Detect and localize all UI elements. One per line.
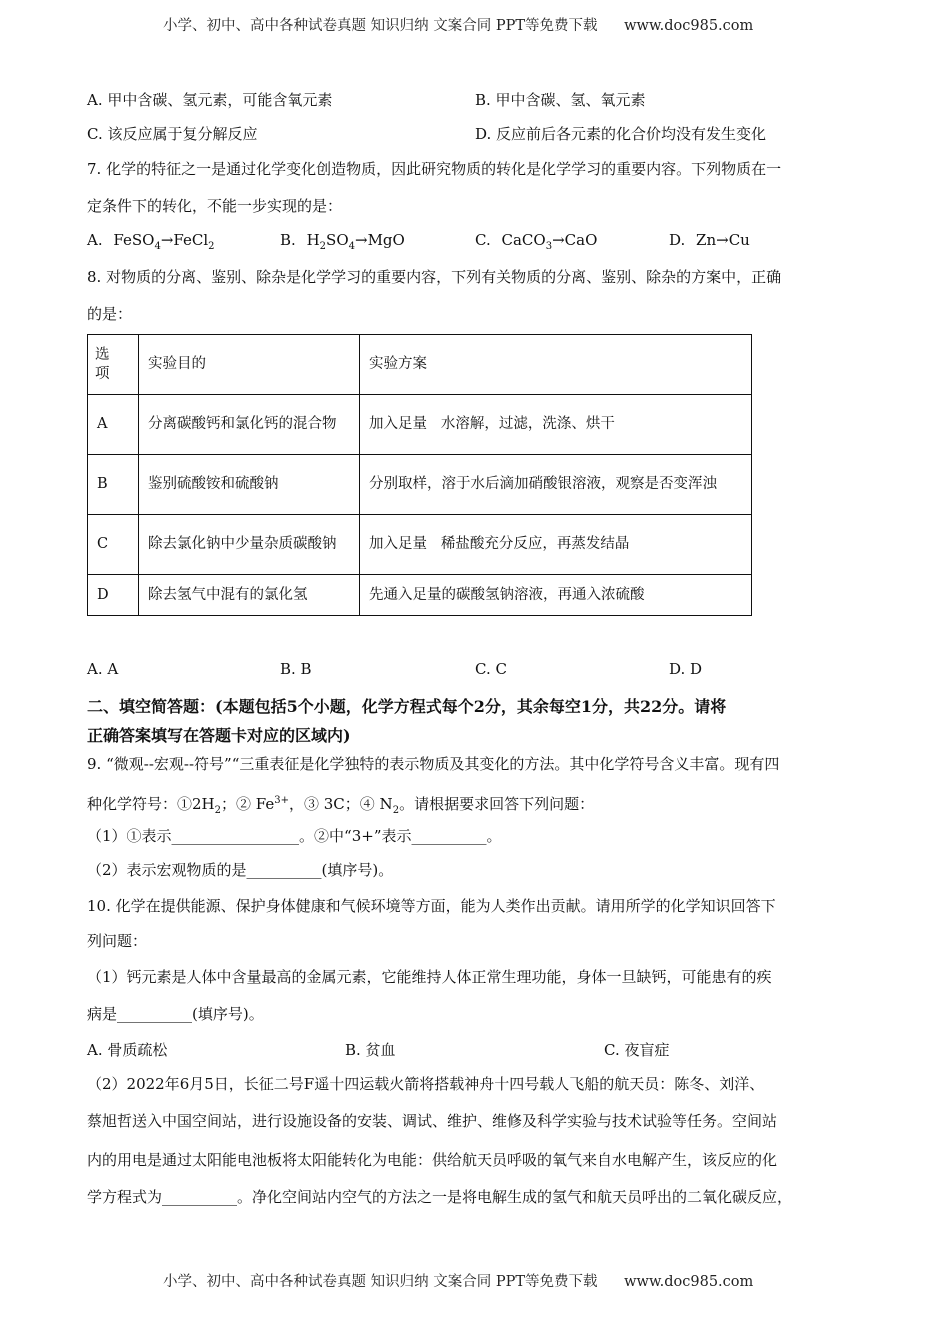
cell-purpose: 除去氢气中混有的氯化氢 — [139, 575, 360, 616]
section2-heading-line1: 二、填空简答题：(本题包括5个小题，化学方程式每个2分，其余每空1分，共22分。请将 — [87, 697, 727, 716]
table-row — [88, 575, 752, 616]
q7-stem-line1: 7. 化学的特征之一是通过化学变化创造物质，因此研究物质的转化是化学学习的重要内容。下列物质在一 — [87, 160, 782, 178]
q6-option-b: B. 甲中含碳、氢、氧元素 — [475, 91, 646, 109]
cell-plan: 先通入足量的碳酸氢钠溶液，再通入浓硫酸 — [360, 575, 752, 616]
table-row — [88, 455, 752, 515]
q10-sub2-line3: 内的用电是通过太阳能电池板将太阳能转化为电能：供给航天员呼吸的氧气来自水电解产生，该反应的化 — [87, 1151, 778, 1169]
q7-option-a: A. FeSO$_4$→FeCl$_2$ — [87, 231, 215, 252]
q9-sub1: （1）①表示_________________。②中“3+”表示__________。 — [87, 827, 502, 845]
q9-sub2: （2）表示宏观物质的是__________(填序号)。 — [87, 861, 394, 879]
cell-option: C — [88, 515, 139, 575]
q6-option-a: A. 甲中含碳、氢元素，可能含氧元素 — [87, 91, 333, 109]
q10-option-c: C. 夜盲症 — [604, 1041, 670, 1059]
cell-option: B — [88, 455, 139, 515]
header-option: 选项 — [88, 335, 139, 395]
q10-option-a: A. 骨质疏松 — [87, 1041, 168, 1059]
table-row — [88, 395, 752, 455]
q6-option-c: C. 该反应属于复分解反应 — [87, 125, 258, 143]
table-header-row — [88, 335, 752, 395]
q8-stem-line2: 的是： — [87, 305, 133, 323]
page-footer — [163, 1270, 753, 1291]
q7-stem-line2: 定条件下的转化，不能一步实现的是： — [87, 197, 343, 215]
cell-purpose: 分离碳酸钙和氯化钙的混合物 — [139, 395, 360, 455]
q10-sub2-line1: （2）2022年6月5日，长征二号F遥十四运载火箭将搭载神舟十四号载人飞船的航天员：陈冬、刘洋、 — [87, 1075, 765, 1093]
q10-stem-line1: 10. 化学在提供能源、保护身体健康和气候环境等方面，能为人类作出贡献。请用所学的化学知识回答下 — [87, 897, 776, 915]
q10-sub2-line2: 蔡旭哲送入中国空间站，进行设施设备的安装、调试、维护、维修及科学实验与技术试验等任务。空间站 — [87, 1112, 778, 1130]
q9-stem-line2: 种化学符号：$①2H_2$；② $Fe^{3+}$，③ 3C；④ $N_2$。请根据要求回答下列问题： — [87, 795, 595, 816]
cell-option: D — [88, 575, 139, 616]
table-row — [88, 515, 752, 575]
q8-stem-line1: 8. 对物质的分离、鉴别、除杂是化学学习的重要内容，下列有关物质的分离、鉴别、除杂的方案中，正确 — [87, 268, 782, 286]
q10-sub1-line2: 病是__________(填序号)。 — [87, 1005, 264, 1023]
q8-option-d: D. D — [669, 660, 703, 678]
cell-plan: 分别取样，溶于水后滴加硝酸银溶液，观察是否变浑浊 — [360, 455, 752, 515]
cell-plan: 加入足量 水溶解，过滤，洗涤、烘干 — [360, 395, 752, 455]
q8-option-c: C. C — [475, 660, 507, 678]
header-title: 小学、初中、高中各种试卷真题 知识归纳 文案合同 PPT等免费下载 — [163, 18, 598, 34]
header-plan: 实验方案 — [360, 335, 752, 395]
footer-title: 小学、初中、高中各种试卷真题 知识归纳 文案合同 PPT等免费下载 — [163, 1274, 598, 1290]
cell-option: A — [88, 395, 139, 455]
section2-heading-line2: 正确答案填写在答题卡对应的区域内) — [87, 726, 351, 745]
q8-experiment-table — [87, 334, 752, 616]
q7-option-c: C. CaCO$_3$→CaO — [475, 231, 598, 252]
cell-plan: 加入足量 稀盐酸充分反应，再蒸发结晶 — [360, 515, 752, 575]
page-header — [163, 14, 753, 35]
footer-url: www.doc985.com — [624, 1274, 754, 1290]
q10-stem-line2: 列问题： — [87, 932, 148, 950]
q9-stem-line1: 9. “微观--宏观--符号”“三重表征是化学独特的表示物质及其变化的方法。其中化学符号含义丰富。现有四 — [87, 755, 780, 773]
q10-option-b: B. 贫血 — [345, 1041, 396, 1059]
header-url: www.doc985.com — [624, 18, 754, 34]
q7-option-d: D. Zn→Cu — [669, 231, 750, 249]
q6-option-d: D. 反应前后各元素的化合价均没有发生变化 — [475, 125, 767, 143]
cell-purpose: 除去氯化钠中少量杂质碳酸钠 — [139, 515, 360, 575]
q10-sub1-line1: （1）钙元素是人体中含量最高的金属元素，它能维持人体正常生理功能，身体一旦缺钙，可能患有的疾 — [87, 968, 772, 986]
header-purpose: 实验目的 — [139, 335, 360, 395]
q7-option-b: B. $H_2SO_4\to MgO$ — [280, 231, 405, 252]
q10-sub2-line4: 学方程式为__________。净化空间站内空气的方法之一是将电解生成的氢气和航天员呼出的二氧化碳反应， — [87, 1188, 793, 1206]
cell-purpose: 鉴别硫酸铵和硫酸钠 — [139, 455, 360, 515]
q8-option-b: B. B — [280, 660, 312, 678]
q8-option-a: A. A — [87, 660, 119, 678]
